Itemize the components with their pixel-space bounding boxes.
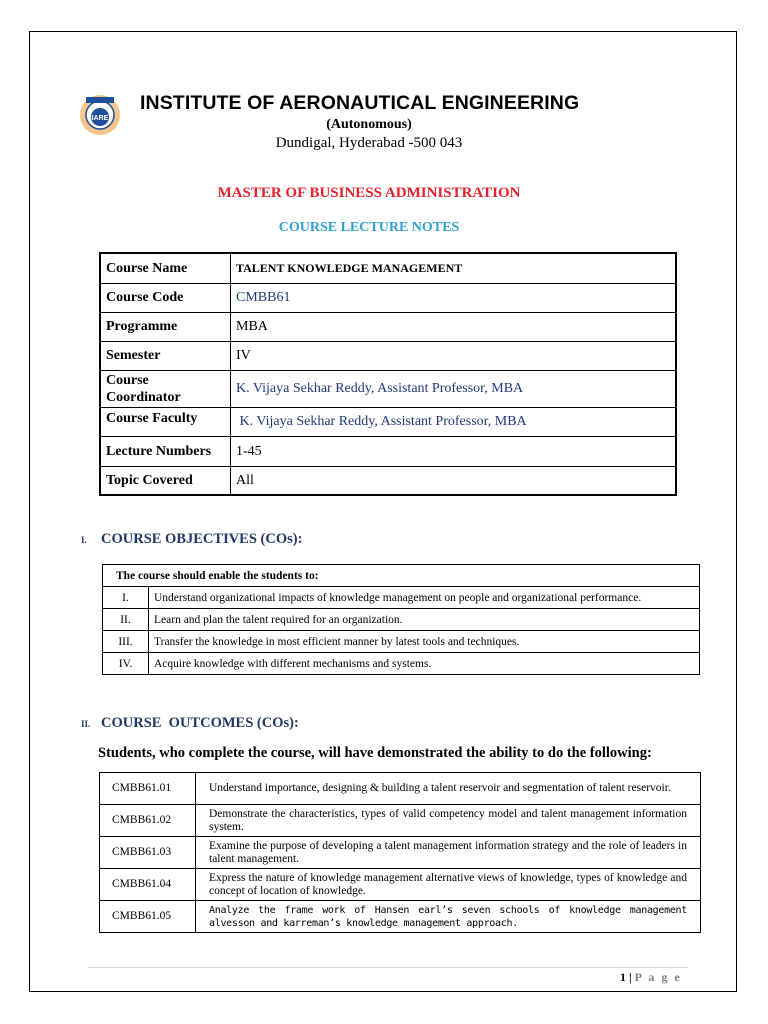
info-value: K. Vijaya Sekhar Reddy, Assistant Professor, MBA: [231, 370, 677, 407]
info-label: Course Code: [100, 283, 231, 312]
outcomes-title: COURSE OUTCOMES (COs):: [101, 715, 299, 731]
outcomes-table: [99, 772, 701, 933]
objectives-header: The course should enable the students to:: [103, 565, 700, 587]
objective-number: III.: [103, 631, 149, 653]
info-value: IV: [231, 341, 677, 370]
table-row: [100, 837, 701, 869]
outcome-code: CMBB61.03: [100, 837, 196, 869]
page-separator: |: [626, 970, 635, 984]
program-title: MASTER OF BUSINESS ADMINISTRATION: [217, 185, 521, 201]
outcomes-number: II.: [81, 719, 91, 729]
outcome-text: Demonstrate the characteristics, types of valid competency model and talent management information system.: [196, 805, 701, 837]
outcome-text: Express the nature of knowledge management alternative views of knowledge, types of knowledge and concept of location of knowledge.: [196, 869, 701, 901]
info-row: [100, 283, 676, 312]
info-value: K. Vijaya Sekhar Reddy, Assistant Professor, MBA: [231, 407, 677, 436]
info-label: Course Name: [100, 253, 231, 283]
outcome-text: Examine the purpose of developing a talent management information strategy and the role of leaders in talent management.: [196, 837, 701, 869]
objectives-table: [102, 564, 700, 675]
info-label: Course Faculty: [100, 407, 231, 436]
institute-title: INSTITUTE OF AERONAUTICAL ENGINEERING: [140, 92, 580, 114]
info-value: MBA: [231, 312, 677, 341]
info-label: Semester: [100, 341, 231, 370]
info-value: CMBB61: [231, 283, 677, 312]
table-row: [103, 653, 700, 675]
info-row: [100, 436, 676, 466]
objective-text: Transfer the knowledge in most efficient manner by latest tools and techniques.: [149, 631, 700, 653]
course-info-table: [99, 252, 677, 496]
objective-number: I.: [103, 587, 149, 609]
objectives-header-row: [103, 565, 700, 587]
table-row: [100, 901, 701, 933]
autonomous-label: (Autonomous): [326, 117, 412, 132]
info-label: Course Coordinator: [100, 370, 231, 407]
objectives-number: I.: [81, 535, 87, 545]
outcomes-intro: Students, who complete the course, will have demonstrated the ability to do the following:: [98, 745, 652, 761]
info-value: TALENT KNOWLEDGE MANAGEMENT: [231, 253, 677, 283]
outcome-text: Understand importance, designing & building a talent reservoir and segmentation of talent reservoir.: [196, 773, 701, 805]
info-label: Lecture Numbers: [100, 436, 231, 466]
table-row: [103, 631, 700, 653]
table-row: [103, 587, 700, 609]
footer-divider: [88, 967, 688, 968]
outcome-code: CMBB61.02: [100, 805, 196, 837]
info-row: [100, 253, 676, 283]
outcome-code: CMBB61.05: [100, 901, 196, 933]
objectives-heading: [81, 531, 302, 548]
objective-text: Learn and plan the talent required for an organization.: [149, 609, 700, 631]
page-label: P a g e: [634, 970, 682, 984]
objective-text: Acquire knowledge with different mechanisms and systems.: [149, 653, 700, 675]
logo-text: IARE: [91, 115, 109, 122]
table-row: [100, 869, 701, 901]
info-value: All: [231, 466, 677, 495]
outcome-code: CMBB61.01: [100, 773, 196, 805]
info-row: [100, 370, 676, 407]
info-label: Programme: [100, 312, 231, 341]
objective-text: Understand organizational impacts of knowledge management on people and organizational performance.: [149, 587, 700, 609]
page-number-value: 1: [620, 970, 626, 984]
info-row: [100, 407, 676, 436]
notes-title: COURSE LECTURE NOTES: [278, 220, 460, 235]
table-row: [100, 805, 701, 837]
info-row: [100, 466, 676, 495]
objective-number: IV.: [103, 653, 149, 675]
page-number: [620, 970, 682, 985]
table-row: [103, 609, 700, 631]
info-row: [100, 312, 676, 341]
info-row: [100, 341, 676, 370]
objective-number: II.: [103, 609, 149, 631]
address: Dundigal, Hyderabad -500 043: [275, 135, 463, 151]
outcomes-heading: [81, 715, 299, 732]
info-value: 1-45: [231, 436, 677, 466]
info-label: Topic Covered: [100, 466, 231, 495]
outcome-text: Analyze the frame work of Hansen earl’s seven schools of knowledge management alvesson and karreman’s knowledge management approach.: [196, 901, 701, 933]
outcome-code: CMBB61.04: [100, 869, 196, 901]
table-row: [100, 773, 701, 805]
objectives-title: COURSE OBJECTIVES (COs):: [101, 531, 303, 547]
